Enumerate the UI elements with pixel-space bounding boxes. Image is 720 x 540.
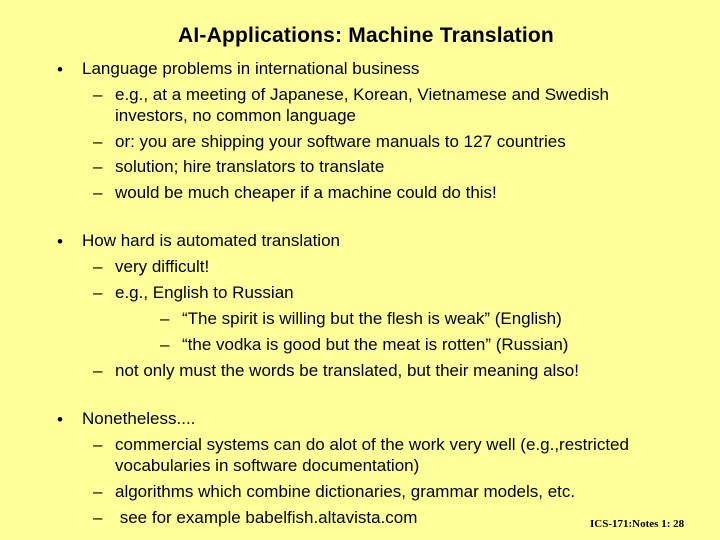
dash: –	[93, 132, 103, 151]
page-title: AI-Applications: Machine Translation	[178, 24, 554, 47]
section-1-heading: Language problems in international business	[82, 59, 420, 78]
section-3-item-3: see for example babelfish.altavista.com	[115, 508, 418, 527]
dash: –	[93, 508, 103, 527]
section-1-item-2: or: you are shipping your software manuals to 127 countries	[115, 132, 566, 151]
dash: –	[93, 482, 103, 501]
dash: –	[93, 183, 103, 202]
section-3-item-1: commercial systems can do alot of the work very well (e.g.,restricted	[115, 435, 629, 454]
section-1-item-1-cont: investors, no common language	[115, 106, 356, 125]
section-3-item-1-cont: vocabularies in software documentation)	[115, 456, 420, 475]
dash: –	[93, 85, 103, 104]
section-3-heading: Nonetheless....	[82, 409, 196, 428]
section-2-item-2: e.g., English to Russian	[115, 283, 294, 302]
section-1-item-4: would be much cheaper if a machine could do this!	[115, 183, 497, 202]
dash: –	[160, 335, 170, 354]
bullet-3: •	[57, 410, 63, 429]
section-3-item-2: algorithms which combine dictionaries, grammar models, etc.	[115, 482, 576, 501]
slide-footer: ICS-171:Notes 1: 28	[590, 518, 685, 530]
dash: –	[93, 257, 103, 276]
section-2-subitem-2: “the vodka is good but the meat is rotten” (Russian)	[182, 335, 569, 354]
dash: –	[93, 435, 103, 454]
section-2-heading: How hard is automated translation	[82, 231, 340, 250]
section-2-item-1: very difficult!	[115, 257, 210, 276]
dash: –	[93, 157, 103, 176]
section-2-item-3: not only must the words be translated, but their meaning also!	[115, 361, 579, 380]
section-1-item-3: solution; hire translators to translate	[115, 157, 385, 176]
dash: –	[93, 361, 103, 380]
bullet-2: •	[57, 232, 63, 251]
section-2-subitem-1: “The spirit is willing but the flesh is weak” (English)	[182, 309, 562, 328]
dash: –	[160, 309, 170, 328]
section-1-item-1: e.g., at a meeting of Japanese, Korean, Vietnamese and Swedish	[115, 85, 609, 104]
dash: –	[93, 283, 103, 302]
bullet-1: •	[57, 60, 63, 79]
